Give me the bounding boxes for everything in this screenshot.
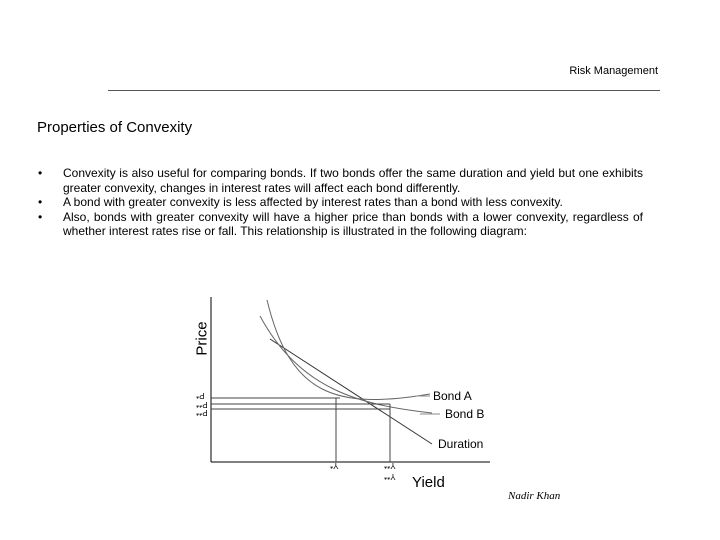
header-title: Risk Management — [569, 65, 658, 77]
price-axis-label: Price — [193, 321, 211, 356]
price-tick-p-double-star-a: P** — [196, 400, 208, 409]
bond-b-label: Bond B — [445, 407, 485, 421]
bullet-marker: • — [38, 195, 43, 209]
yield-tick-y-double-star-b: Y** — [384, 472, 396, 481]
bullet-text: A bond with greater convexity is less affected by interest rates than a bond with less convexity. — [63, 195, 563, 209]
price-tick-p-star: P* — [196, 391, 205, 400]
bullet-text: Convexity is also useful for comparing bonds. If two bonds offer the same duration and yield but one exhibits greater convexity, changes in interest rates will affect each bond differently. — [63, 166, 643, 195]
bullet-marker: • — [38, 166, 43, 180]
yield-tick-y-double-star-a: Y** — [384, 461, 396, 470]
slide-title: Properties of Convexity — [37, 119, 193, 136]
yield-tick-y-star: Y* — [330, 461, 339, 470]
yield-axis-label: Yield — [412, 474, 445, 491]
bullet-text: Also, bonds with greater convexity will have a higher price than bonds with a lower convexity, regardless of whether interest rates rise or fall. This relationship is illustrated in the following diagram: — [63, 209, 643, 238]
footer-author: Nadir Khan — [508, 490, 561, 502]
bullet-marker: • — [38, 209, 43, 224]
price-tick-p-double-star-b: P** — [196, 408, 208, 417]
bond-a-label: Bond A — [433, 389, 472, 403]
duration-line — [270, 339, 432, 444]
bond-a-curve — [267, 300, 430, 400]
duration-label: Duration — [438, 437, 484, 451]
